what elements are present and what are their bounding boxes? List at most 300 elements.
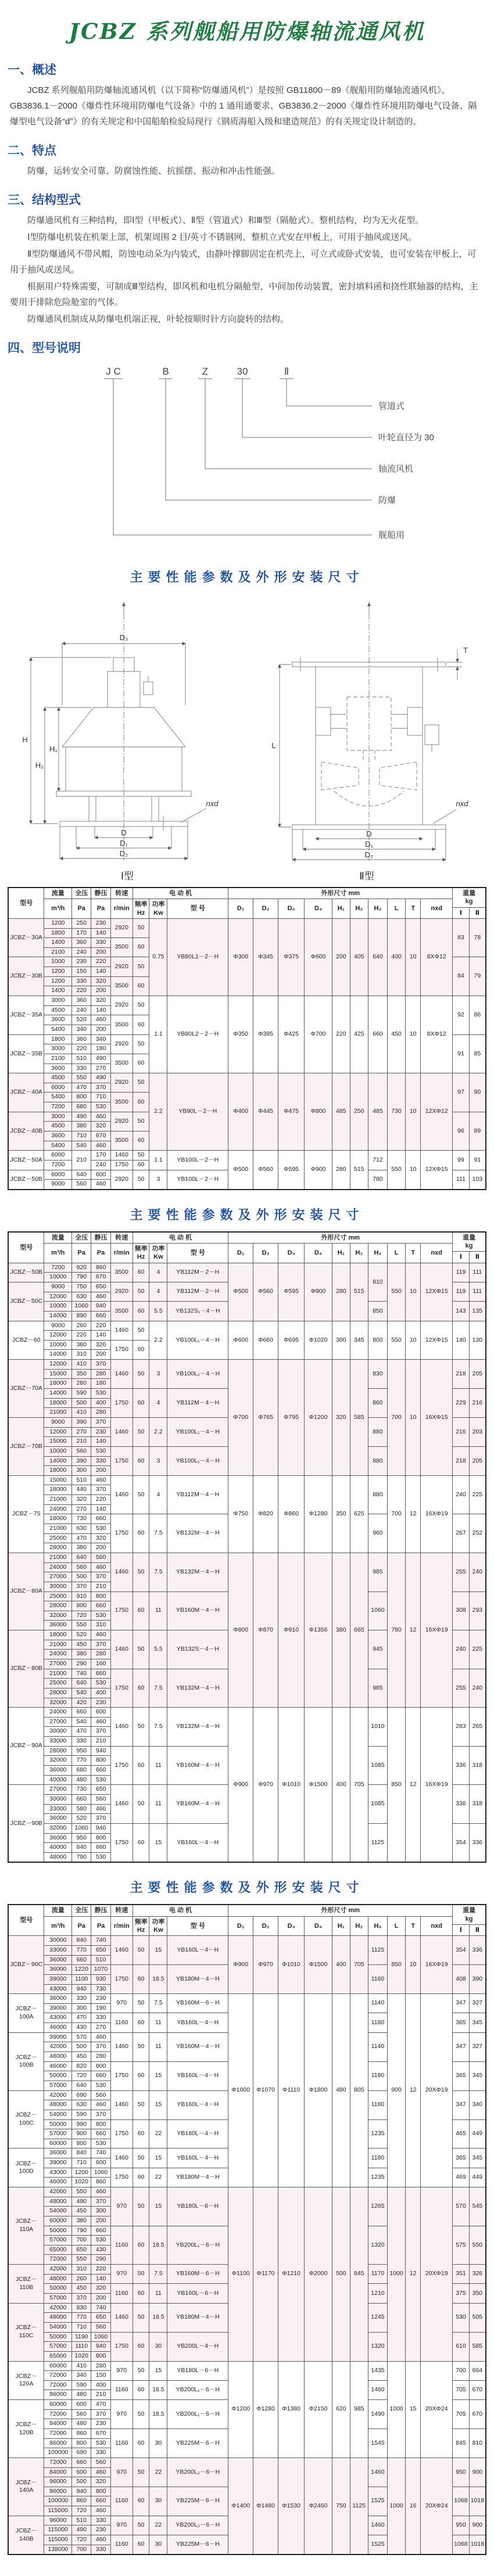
table-cell: 27000: [44, 1717, 72, 1727]
table-header-cell: Pa: [72, 1916, 91, 1936]
table-cell: 83: [453, 918, 470, 957]
table-cell: 850: [388, 1936, 406, 1994]
table-cell: 410: [72, 1408, 91, 1418]
table-cell: 720: [72, 1611, 91, 1621]
table-cell: 86000: [44, 2390, 72, 2400]
dim-label-d3: D₃: [119, 633, 128, 642]
table-header-cell: 型号: [8, 1232, 44, 1263]
table-cell: 550: [72, 1073, 91, 1083]
table-cell: 10000: [44, 1340, 72, 1350]
table-cell: 3500: [110, 1131, 133, 1150]
table-cell: 28000: [44, 1543, 72, 1553]
table-cell: 240: [469, 1669, 486, 1708]
table-cell: YB132M－4－H: [167, 1669, 228, 1708]
table-cell: 138000: [44, 2545, 72, 2555]
table-cell: Φ900: [228, 1708, 253, 1863]
table-cell: Φ1400: [228, 2458, 253, 2555]
table-cell: 590: [72, 2380, 91, 2390]
table-cell: 15000: [44, 1475, 72, 1485]
table-cell: 60: [133, 1093, 149, 1112]
table-cell: 7200: [44, 1263, 72, 1273]
table-cell: 4500: [44, 1122, 72, 1131]
table-cell: 267: [453, 1514, 470, 1553]
table-cell: 670: [469, 2380, 486, 2399]
table-header-cell: Pa: [91, 1916, 110, 1936]
table-cell: 20XΦ24: [421, 2361, 453, 2458]
table-cell: 21000: [44, 1669, 72, 1679]
performance-heading-1: 主要性能参数及外形安装尺寸: [130, 570, 364, 584]
table-cell: 1160: [110, 2487, 133, 2516]
table-cell: 970: [110, 2361, 133, 2380]
table-cell: 585: [469, 2332, 486, 2361]
table-cell: 840: [72, 1843, 91, 1853]
table-cell: 800: [91, 2487, 110, 2496]
table-cell: JCBZ－100D: [8, 2149, 44, 2187]
table-cell: 900: [388, 1994, 406, 2187]
table-cell: 510: [91, 1955, 110, 1965]
table-cell: 900: [72, 2129, 91, 2139]
table-cell: 15: [149, 2149, 167, 2168]
table-cell: 970: [110, 2265, 133, 2284]
table-cell: 30: [149, 2487, 167, 2516]
table-cell: 750: [332, 2458, 350, 2555]
table-cell: 270: [91, 1064, 110, 1073]
table-cell: JCBZ－70B: [8, 1417, 44, 1475]
table-cell: 36000: [44, 1965, 72, 1975]
table-header-cell: r/min: [110, 1244, 133, 1263]
table-cell: YB180L－4－H: [167, 2119, 228, 2149]
table-cell: Φ595: [278, 1151, 304, 1190]
table-cell: 140: [91, 967, 110, 977]
table-header-cell: 静压: [91, 1905, 110, 1916]
table-cell: 97: [453, 1073, 470, 1112]
table-cell: 50: [133, 2361, 149, 2380]
table-cell: 550: [388, 1151, 406, 1190]
table-cell: 1180: [368, 2061, 387, 2090]
table-cell: 18000: [44, 1630, 72, 1640]
table-cell: 180: [91, 1044, 110, 1054]
table-header-cell: 功率 Kw: [149, 1244, 167, 1263]
table-cell: Φ1530: [278, 2458, 304, 2555]
table-cell: 15: [149, 2090, 167, 2119]
table-cell: 650: [91, 1282, 110, 1292]
table-header-cell: 流量: [44, 1232, 72, 1244]
features-paragraph: 防爆，运转安全可靠、防腐蚀性能、抗摇摆、振动和冲击性能强。: [27, 166, 281, 176]
table-cell: 14000: [44, 1389, 72, 1399]
table-cell: 240: [72, 947, 91, 957]
table-cell: 336: [453, 1746, 470, 1785]
table-header-cell: H₂: [350, 899, 368, 919]
table-cell: 290: [72, 1659, 91, 1669]
table-cell: 10000: [44, 1446, 72, 1456]
table-cell: YB132S₁－4－H: [167, 1302, 228, 1321]
table-cell: 1060: [72, 1823, 91, 1833]
table-header-cell: 转速: [110, 888, 133, 899]
table-cell: 3: [149, 1446, 167, 1475]
table-header-cell: 重量 kg: [453, 1232, 486, 1252]
table-cell: 1010: [368, 1708, 387, 1747]
table-cell: 84000: [44, 2419, 72, 2429]
table-cell: 670: [469, 2400, 486, 2429]
table-cell: 78: [469, 918, 486, 957]
table-cell: 780: [388, 1553, 406, 1707]
table-header-cell: 功率 Kw: [149, 899, 167, 919]
table-cell: 18.5: [149, 1965, 167, 1994]
table-cell: 3500: [110, 1302, 133, 1321]
table-cell: 16XΦ19: [421, 1475, 453, 1553]
table-cell: 12: [406, 1553, 421, 1707]
table-cell: 820: [72, 2061, 91, 2071]
table-cell: 140: [453, 1321, 470, 1360]
table-header-cell: 型 号: [167, 1916, 228, 1936]
table-cell: 18000: [44, 1485, 72, 1495]
table-header-cell: D₂: [253, 899, 278, 919]
table-cell: 365: [453, 2061, 470, 2090]
table-header-cell: 外形尺寸 mm: [228, 888, 453, 899]
table-cell: 1160: [110, 2535, 133, 2555]
table-cell: 280: [91, 2052, 110, 2062]
table-cell: 540: [72, 1141, 91, 1151]
table-cell: YB160L－4－H: [167, 2061, 228, 2090]
table-cell: 50: [133, 1994, 149, 2013]
table-cell: YB200L₁－6－H: [167, 2400, 228, 2429]
table-cell: 220: [91, 2265, 110, 2275]
table-cell: 220: [72, 1331, 91, 1341]
table-cell: JCBZ－100C: [8, 2090, 44, 2149]
table-cell: 240: [469, 1553, 486, 1591]
table-cell: 255: [453, 1669, 470, 1708]
table-cell: 347: [453, 1994, 470, 2013]
table-cell: 640: [72, 2081, 91, 2090]
table-cell: 900: [469, 2458, 486, 2487]
table-cell: 230: [91, 1698, 110, 1708]
table-cell: 11: [149, 1746, 167, 1785]
table-header-cell: m³/h: [44, 1916, 72, 1936]
table-cell: 460: [91, 1180, 110, 1190]
table-cell: Φ660: [253, 1321, 278, 1360]
table-cell: 50: [133, 918, 149, 937]
table-cell: 860: [72, 2496, 91, 2506]
table-cell: 1460: [110, 1785, 133, 1824]
table-cell: 560: [91, 1794, 110, 1804]
table-cell: 1000: [44, 957, 72, 967]
table-cell: 370: [91, 2042, 110, 2052]
table-cell: 670: [91, 2429, 110, 2439]
table-cell: 400: [91, 1688, 110, 1698]
table-header-cell: D₃: [278, 1244, 304, 1263]
table-cell: 30: [149, 2429, 167, 2458]
table-cell: 460: [91, 1717, 110, 1727]
table-header-cell: 频率 Hz: [133, 1244, 149, 1263]
table-cell: YB160M－4－H: [167, 1746, 228, 1785]
table-cell: 330: [72, 1737, 91, 1747]
table-header-cell: T: [406, 1916, 421, 1936]
table-cell: 27000: [44, 1785, 72, 1795]
table-cell: 2920: [110, 1034, 133, 1054]
table-cell: 60: [133, 976, 149, 996]
table-cell: 450: [388, 996, 406, 1073]
table-cell: 50: [133, 2400, 149, 2429]
table-cell: 210: [72, 1437, 91, 1447]
dim-label-h2: H₂: [35, 761, 44, 770]
table-cell: 48000: [44, 2313, 72, 2323]
table-cell: 143: [453, 1302, 470, 1321]
table-cell: 111: [453, 1170, 470, 1190]
table-cell: 850: [368, 1302, 387, 1321]
table-cell: Φ2000: [305, 2187, 332, 2361]
table-cell: 670: [91, 1273, 110, 1282]
dim-label-h1: H₁: [49, 745, 58, 753]
table-cell: 1460: [110, 2032, 133, 2061]
table-cell: 280: [91, 1408, 110, 1418]
table-cell: 990: [72, 2119, 91, 2129]
table-cell: 340: [469, 2090, 486, 2119]
table-cell: Φ445: [253, 1073, 278, 1151]
table-cell: 470: [72, 1083, 91, 1093]
table-cell: 99: [453, 1151, 470, 1170]
table-cell: YB160L－4－H: [167, 2149, 228, 2168]
table-cell: 420: [72, 1698, 91, 1708]
table-cell: 1235: [368, 2168, 387, 2187]
table-cell: 24000: [44, 1708, 72, 1718]
table-cell: 1100: [72, 1974, 91, 1984]
structure-paragraph: 防爆通风机制成从防爆电机端正视，叶轮按顺时针方向旋转的结构。: [27, 314, 289, 324]
table-cell: 660: [72, 1955, 91, 1965]
table-cell: Φ475: [278, 1073, 304, 1151]
table-cell: 336: [469, 1823, 486, 1862]
table-cell: JCBZ－50A: [8, 1151, 44, 1170]
table-cell: 900: [469, 2516, 486, 2535]
table-cell: 36000: [44, 1833, 72, 1843]
table-cell: 1140: [368, 2032, 387, 2061]
table-cell: 10: [406, 1151, 421, 1190]
table-cell: 65000: [44, 2245, 72, 2255]
table-cell: 96000: [44, 2477, 72, 2487]
table-header-cell: 型号: [8, 888, 44, 918]
table-cell: 230: [72, 957, 91, 967]
table-cell: 50: [133, 2090, 149, 2119]
table-cell: 600: [91, 1170, 110, 1180]
table-cell: 940: [91, 1302, 110, 1312]
table-cell: 560: [72, 2409, 91, 2419]
table-cell: 850: [388, 1708, 406, 1863]
table-cell: 1060: [72, 1302, 91, 1312]
table-cell: 54000: [44, 2110, 72, 2119]
table-cell: 28000: [44, 1601, 72, 1611]
table-cell: 60: [133, 2168, 149, 2187]
table-cell: 1160: [110, 2013, 133, 2032]
table-cell: 9000: [44, 1321, 72, 1331]
table-cell: Φ700: [228, 1360, 253, 1476]
table-cell: Φ820: [253, 1475, 278, 1553]
table-cell: 920: [72, 1263, 91, 1273]
table-cell: 150: [72, 967, 91, 977]
table-cell: 280: [332, 1263, 350, 1321]
table-cell: 530: [91, 2081, 110, 2090]
table-cell: YB160L－4－H: [167, 1823, 228, 1862]
table-cell: 540: [72, 1688, 91, 1698]
table-cell: 460: [91, 1804, 110, 1814]
table-cell: 530: [91, 1102, 110, 1112]
table-cell: 57000: [44, 2236, 72, 2246]
table-cell: 1200: [44, 967, 72, 977]
table-cell: 600: [72, 2400, 91, 2410]
table-cell: 28000: [44, 1688, 72, 1698]
table-cell: 12: [406, 1475, 421, 1553]
table-cell: 449: [469, 2119, 486, 2149]
table-cell: 660: [91, 2129, 110, 2139]
table-cell: 730: [72, 1785, 91, 1795]
table-cell: 290: [91, 2255, 110, 2265]
table-cell: 12: [406, 2187, 421, 2361]
table-cell: Φ800: [305, 1073, 332, 1151]
performance-table-1: [8, 887, 486, 1190]
table-cell: 15000: [44, 1437, 72, 1447]
table-cell: 520: [72, 1814, 91, 1824]
table-cell: 1125: [368, 1936, 387, 1965]
table-cell: 800: [91, 1756, 110, 1766]
table-cell: 160: [91, 1659, 110, 1669]
dim-label-d2: D₂: [119, 849, 128, 858]
table-cell: 92: [453, 996, 470, 1035]
table-cell: Φ500: [228, 1151, 253, 1190]
table-cell: 12000: [44, 1427, 72, 1437]
table-cell: 480: [332, 1994, 350, 2187]
section-heading-model: 四、型号说明: [8, 342, 81, 355]
table-cell: 22: [149, 2516, 167, 2535]
table-cell: 860: [72, 2429, 91, 2439]
table-cell: 1160: [110, 2429, 133, 2458]
table-cell: 86000: [44, 2438, 72, 2448]
table-cell: 3500: [110, 1015, 133, 1034]
table-cell: 450: [72, 2052, 91, 2062]
table-cell: 4: [149, 1389, 167, 1418]
table-cell: 370: [91, 1083, 110, 1093]
table-cell: YB180L－6－H: [167, 2361, 228, 2380]
table-cell: YB160M－4－H: [167, 1785, 228, 1824]
table-cell: JCBZ－50B: [8, 1170, 44, 1190]
table-cell: 5.5: [149, 1630, 167, 1669]
table-header-cell: 频率 Hz: [133, 899, 149, 919]
table-cell: JCBZ－90A: [8, 1708, 44, 1785]
table-cell: 720: [72, 2535, 91, 2545]
table-cell: 570: [453, 2187, 470, 2226]
table-cell: 216: [453, 1417, 470, 1446]
table-header-cell: H₃: [368, 899, 387, 919]
table-cell: 940: [91, 1746, 110, 1756]
table-cell: 57000: [44, 2129, 72, 2139]
table-header-cell: Ⅰ: [453, 1925, 470, 1936]
table-cell: 530: [91, 2438, 110, 2448]
table-cell: 1018: [469, 2535, 486, 2555]
table-cell: 60: [133, 2061, 149, 2090]
table-cell: 250: [72, 918, 91, 928]
table-cell: 330: [91, 1456, 110, 1466]
table-cell: 200: [91, 2294, 110, 2304]
table-header-cell: 电 动 机: [133, 888, 228, 899]
table-cell: 60000: [44, 2400, 72, 2410]
table-cell: 3600: [44, 1131, 72, 1141]
table-cell: 1125: [368, 1823, 387, 1862]
table-cell: 240: [91, 1160, 110, 1170]
table-cell: 18.5: [149, 2380, 167, 2399]
table-cell: 560: [91, 2458, 110, 2467]
table-header-cell: Ⅱ: [469, 907, 486, 918]
table-cell: 1750: [110, 1965, 133, 1994]
table-cell: 840: [72, 2149, 91, 2158]
table-cell: 1110: [72, 2342, 91, 2352]
table-cell: YB180M－4－H: [167, 1965, 228, 1994]
table-cell: 410: [72, 1360, 91, 1370]
table-cell: 50: [133, 1321, 149, 1340]
table-cell: 700: [453, 2361, 470, 2380]
table-cell: 230: [91, 1994, 110, 2004]
table-cell: YB200L－4－H: [167, 2332, 228, 2361]
table-cell: 485: [332, 1073, 350, 1151]
table-cell: JCBZ－100A: [8, 1994, 44, 2033]
table-header-cell: Pa: [72, 899, 91, 919]
table-cell: 1180: [368, 2149, 387, 2168]
table-cell: 450: [72, 2284, 91, 2294]
table-cell: 119: [453, 1282, 470, 1302]
table-cell: 15: [149, 2061, 167, 2090]
table-cell: 210: [72, 1151, 91, 1170]
table-cell: Φ1010: [278, 1936, 304, 1994]
table-cell: 1750: [110, 2332, 133, 2361]
table-cell: 300: [332, 1321, 350, 1360]
table-cell: 230: [91, 2525, 110, 2535]
table-cell: 405: [350, 918, 368, 996]
model-code-jc: J C: [106, 366, 121, 377]
table-cell: 330: [91, 2448, 110, 2458]
table-cell: 60: [133, 1591, 149, 1630]
table-cell: 18000: [44, 1398, 72, 1408]
table-cell: 370: [91, 2197, 110, 2207]
table-cell: 640: [72, 1679, 91, 1688]
table-cell: 890: [72, 1311, 91, 1321]
table-cell: 7.5: [149, 1514, 167, 1553]
table-cell: Φ425: [278, 996, 304, 1073]
table-cell: 460: [91, 2187, 110, 2197]
table-cell: YB132M－4－H: [167, 1553, 228, 1591]
table-cell: 1460: [110, 2303, 133, 2332]
table-cell: 340: [72, 2371, 91, 2381]
table-cell: 730: [72, 1514, 91, 1524]
table-cell: Φ1356: [305, 1553, 332, 1707]
table-row: [8, 2361, 486, 2371]
table-cell: 710: [72, 1131, 91, 1141]
table-cell: Φ1100: [228, 2187, 253, 2361]
table-cell: 490: [91, 1073, 110, 1083]
table-cell: 90: [469, 1073, 486, 1112]
table-cell: JCBZ－30A: [8, 918, 44, 957]
table-cell: 308: [453, 1591, 470, 1630]
table-cell: 60: [133, 2119, 149, 2149]
table-cell: 30000: [44, 1794, 72, 1804]
table-cell: 320: [91, 996, 110, 1006]
table-cell: 800: [72, 2139, 91, 2149]
table-cell: 36000: [44, 1814, 72, 1824]
table-cell: Φ900: [305, 1263, 332, 1321]
table-cell: 460: [91, 2467, 110, 2477]
table-cell: 1000: [388, 2187, 406, 2361]
table-cell: 320: [72, 1495, 91, 1505]
table-header-cell: 转速: [110, 1232, 133, 1244]
table-cell: 48000: [44, 2197, 72, 2207]
table-cell: 91: [469, 1151, 486, 1170]
table-cell: 200: [91, 1025, 110, 1034]
table-cell: JCBZ－90B: [8, 1785, 44, 1863]
